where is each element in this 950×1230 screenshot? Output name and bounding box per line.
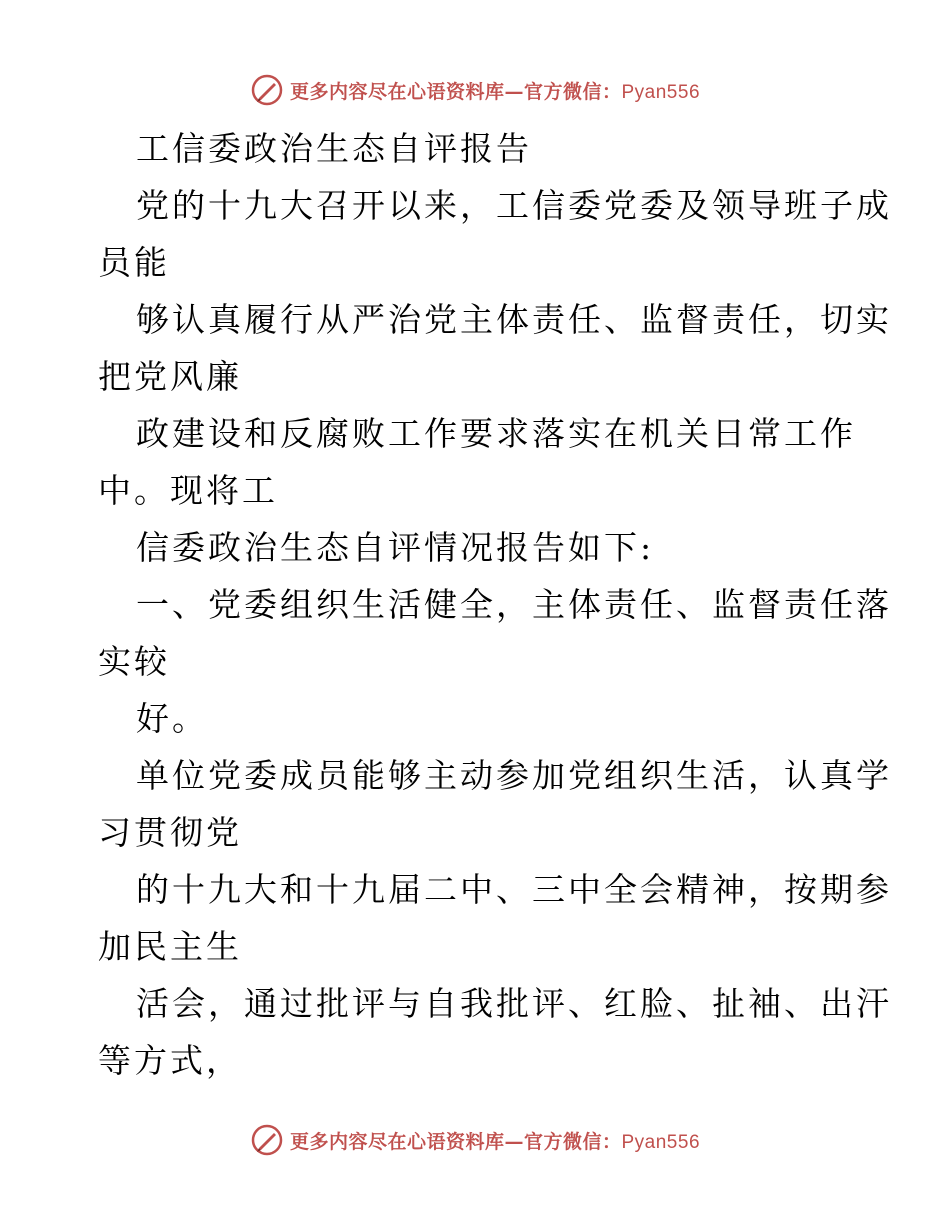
document-line: 的十九大和十九届二中、三中全会精神，按期参 — [136, 870, 892, 909]
watermark-footer — [0, 1120, 950, 1160]
watermark-text — [290, 77, 700, 104]
watermark-label: 更多内容尽在心语资料库—官方微信： — [289, 80, 622, 103]
document-line: 好。 — [136, 699, 208, 738]
document-line: 实较 — [98, 642, 170, 681]
watermark-header — [0, 70, 950, 110]
watermark-account: Pyan556 — [621, 1131, 701, 1153]
document-line: 加民主生 — [98, 927, 242, 966]
watermark-label: 更多内容尽在心语资料库—官方微信： — [289, 1130, 622, 1153]
document-line: 习贯彻党 — [98, 813, 242, 852]
document-line: 活会，通过批评与自我批评、红脸、扯袖、出汗 — [136, 984, 892, 1023]
document-line: 单位党委成员能够主动参加党组织生活，认真学 — [136, 756, 892, 795]
watermark-account: Pyan556 — [621, 81, 701, 103]
document-line: 政建设和反腐败工作要求落实在机关日常工作 — [136, 414, 856, 453]
document-line: 等方式， — [98, 1041, 242, 1080]
document-line: 党的十九大召开以来，工信委党委及领导班子成 — [136, 186, 892, 225]
pen-logo-icon — [250, 1123, 284, 1157]
document-line: 工信委政治生态自评报告 — [136, 129, 532, 168]
document-body — [98, 120, 892, 1089]
document-line: 够认真履行从严治党主体责任、监督责任，切实 — [136, 300, 892, 339]
pen-logo-icon — [250, 73, 284, 107]
document-line: 信委政治生态自评情况报告如下: — [136, 528, 655, 567]
document-line: 把党风廉 — [98, 357, 242, 396]
watermark-text — [290, 1127, 700, 1154]
document-line: 一、党委组织生活健全，主体责任、监督责任落 — [136, 585, 892, 624]
document-line: 中。现将工 — [98, 471, 278, 510]
document-line: 员能 — [98, 243, 170, 282]
